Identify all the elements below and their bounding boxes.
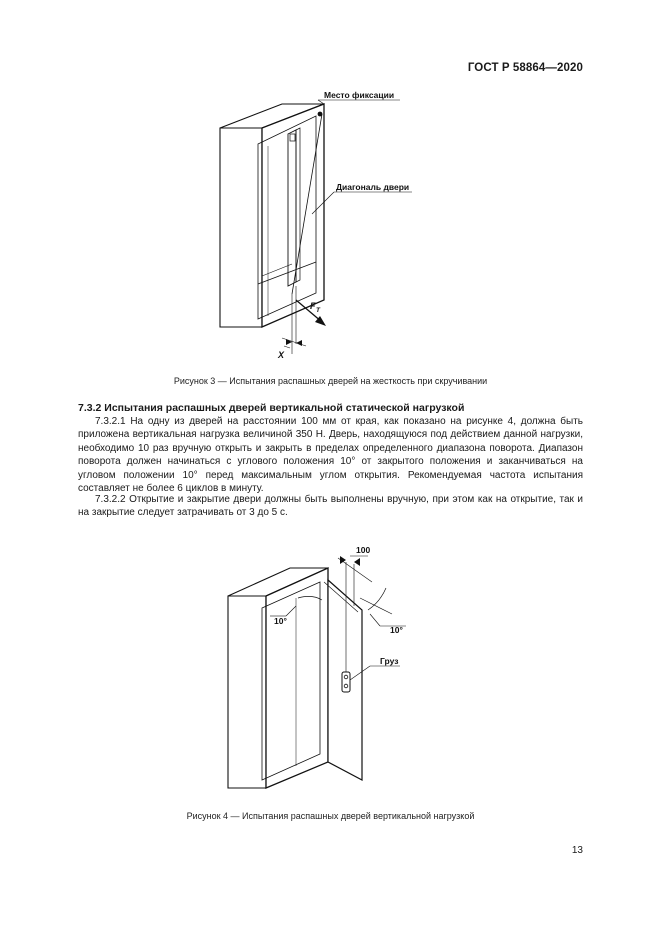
label-angle-left: 10° bbox=[274, 616, 287, 626]
paragraph-7-3-2-1: 7.3.2.1 На одну из дверей на расстоянии 100 мм от края, как показано на рисунке 4, должна быть приложена вертикальная нагрузка величиной 350 Н. Дверь, находящуюся под действием данной нагрузки, необходимо 10 раз вручную открыть и закрыть в пределах определенного диапазона поворота. Диапазон поворота должен начинаться с углового положения 10° от закрытого положения и заканчиваться на угловом положении 10° перед максимальным углом открытия. Рекомендуемая частота испытания составляет не более 6 циклов в минуту. bbox=[78, 416, 583, 495]
figure-3-caption: Рисунок 3 — Испытания распашных дверей на жесткость при скручивании bbox=[173, 376, 488, 386]
document-header: ГОСТ Р 58864—2020 bbox=[467, 62, 583, 74]
label-door-diagonal: Диагональ двери bbox=[336, 182, 410, 192]
label-weight: Груз bbox=[380, 656, 399, 666]
figure-3-drawing bbox=[0, 86, 661, 366]
label-angle-right: 10° bbox=[390, 625, 403, 635]
figure-3 bbox=[0, 86, 661, 366]
label-x: X bbox=[278, 350, 285, 360]
section-title: 7.3.2 Испытания распашных дверей вертикальной статической нагрузкой bbox=[78, 402, 465, 414]
label-force: F bbox=[310, 301, 316, 311]
label-fixation: Место фиксации bbox=[324, 90, 395, 100]
paragraph-7-3-2-2: 7.3.2.2 Открытие и закрытие двери должны быть выполнены вручную, при этом как на открытие, так и на закрытие следует затрачивать от 3 до 5 с. bbox=[78, 494, 583, 519]
figure-4 bbox=[0, 540, 661, 795]
page-number: 13 bbox=[571, 845, 583, 856]
figure-4-drawing bbox=[0, 540, 661, 795]
label-force-subscript: T bbox=[316, 307, 320, 314]
label-dimension-100: 100 bbox=[356, 545, 371, 555]
figure-4-caption: Рисунок 4 — Испытания распашных дверей вертикальной нагрузкой bbox=[186, 811, 475, 821]
